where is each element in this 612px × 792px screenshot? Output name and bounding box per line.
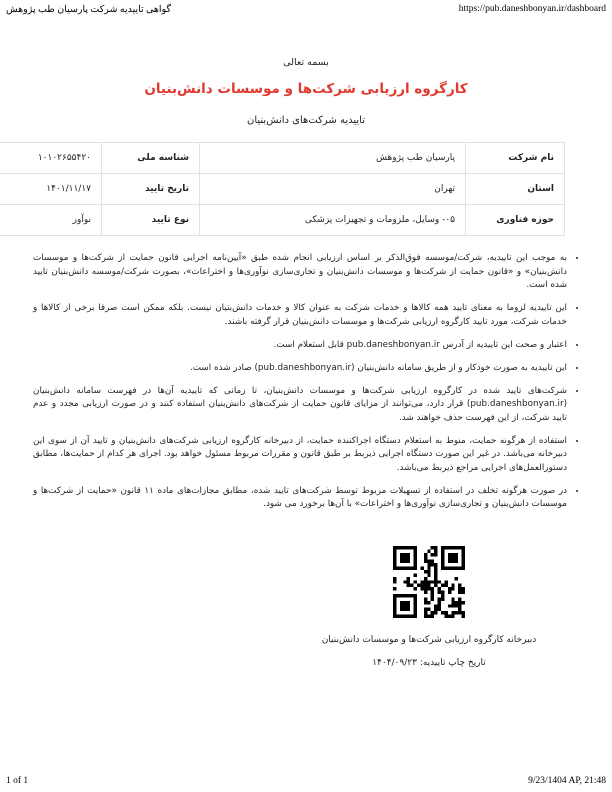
table-row bbox=[0, 174, 565, 205]
tech-field-value: ۰۵- وسایل، ملزومات و تجهیزات پزشکی bbox=[200, 205, 466, 236]
province-value: تهران bbox=[200, 174, 466, 205]
province-label: استان bbox=[466, 174, 565, 205]
list-item: • در صورت هرگونه تخلف در استفاده از تسهیلات مربوط توسط شرکت‌های تایید شده، مطابق مجازات‌های ماده ۱۱ قانون «حمایت از شرکت‌ها و موسسات دانش‌بنیان و تجاری‌سازی نوآوری‌ها و اختراعات» با آن‌ها برخورد می شود. bbox=[33, 485, 567, 512]
print-header-title: گواهی تاییدیه شرکت پارسیان طب پژوهش bbox=[6, 5, 172, 15]
terms-bullet-list bbox=[33, 252, 579, 512]
list-item: • این تاییدیه لزوما به معنای تایید همه کالاها و خدمات شرکت به عنوان کالا و خدمات دانش‌بنیان نیست. بلکه ممکن است صرفا برخی از کالاها و خدمات شرکت، مورد تایید کارگروه ارزیابی شرکت‌ها و موسسات دانش‌بنیان قرار گرفته باشند. bbox=[33, 302, 567, 329]
secretariat-caption: دبیرخانه کارگروه ارزیابی شرکت‌ها و موسسات دانش‌بنیان bbox=[321, 634, 537, 645]
list-item: • اعتبار و صحت این تاییدیه از آدرس pub.daneshbonyan.ir قابل استعلام است. bbox=[33, 339, 567, 353]
approval-date-label: تاریخ تایید bbox=[102, 174, 200, 205]
qr-section bbox=[279, 546, 579, 668]
national-id-label: شناسه ملی bbox=[102, 143, 200, 174]
table-row bbox=[0, 143, 565, 174]
page-subtitle: تاییدیه شرکت‌های دانش‌بنیان bbox=[247, 115, 365, 126]
national-id-value: ۱۰۱۰۲۶۵۵۴۲۰ bbox=[0, 143, 102, 174]
qr-code bbox=[393, 546, 465, 618]
list-item: • استفاده از هرگونه حمایت، منوط به استعلام دستگاه اجراکننده حمایت، از دبیرخانه کارگروه ارزیابی شرکت‌های دانش‌بنیان و تایید آن از سوی این دبیرخانه می‌باشد. در غیر این صورت دستگاه اجرایی ذیربط بر طبق قانون و مقررات مربوط مسئول خواهد بود. اجرای هر کدام از حمایت‌ها، مطابق دستورالعمل‌های اجرایی مراجع ذیربط می‌باشد. bbox=[33, 435, 567, 476]
list-item: • شرکت‌های تایید شده در کارگروه ارزیابی شرکت‌ها و موسسات دانش‌بنیان، تا زمانی که تاییدیه آن‌ها در فهرست سامانه دانش‌بنیان (pub.daneshbonyan.ir) قرار دارد، می‌توانند از مزایای قانون حمایت از شرکت‌های دانش‌بنیان استفاده کنند و در صورت ارزیابی مجدد و عدم تایید شرکت، از این فهرست حذف خواهند شد. bbox=[33, 385, 567, 426]
print-header-url: https://pub.daneshbonyan.ir/dashboard bbox=[458, 4, 606, 14]
company-info-table bbox=[0, 142, 565, 236]
print-datetime: 9/23/1404 AP, 21:48 bbox=[528, 776, 606, 786]
approval-type-label: نوع تایید bbox=[102, 205, 200, 236]
list-item: • این تاییدیه به صورت خودکار و از طریق سامانه دانش‌بنیان (pub.daneshbonyan.ir) صادر شده است. bbox=[33, 362, 567, 376]
tech-field-label: حوزه فناوری bbox=[466, 205, 565, 236]
approval-date-value: ۱۴۰۱/۱۱/۱۷ bbox=[0, 174, 102, 205]
company-name-value: پارسیان طب پژوهش bbox=[200, 143, 466, 174]
page-number: 1 of 1 bbox=[6, 776, 29, 786]
bismillah-text: بسمه تعالی bbox=[283, 57, 329, 68]
print-date-line: تاریخ چاپ تاییدیه: ۱۴۰۴/۰۹/۲۳ bbox=[372, 657, 486, 668]
list-item: • به موجب این تاییدیه، شرکت/موسسه فوق‌الذکر بر اساس ارزیابی انجام شده طبق «آیین‌نامه اجرایی قانون حمایت از شرکت‌ها و موسسات دانش‌بنیان» و «قانون حمایت از شرکت‌ها و موسسات دانش‌بنیان و تجاری‌سازی نوآوری‌ها و اختراعات»، بصورت شرکت/موسسه دانش‌بنیان تایید شده است. bbox=[33, 252, 567, 293]
table-row bbox=[0, 205, 565, 236]
page-title: کارگروه ارزیابی شرکت‌ها و موسسات دانش‌بنیان bbox=[144, 81, 468, 97]
company-name-label: نام شرکت bbox=[466, 143, 565, 174]
approval-type-value: نوآور bbox=[0, 205, 102, 236]
print-footer bbox=[6, 776, 606, 786]
